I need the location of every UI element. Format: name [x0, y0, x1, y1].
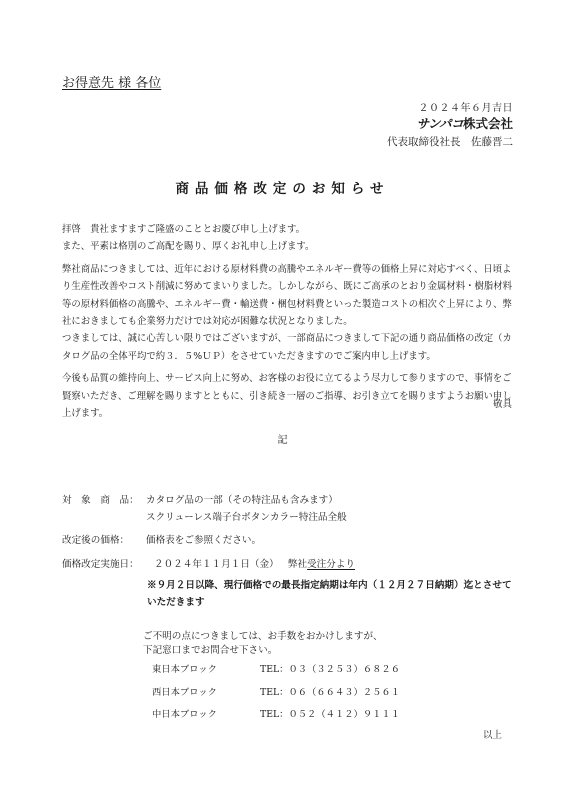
contact-intro [143, 630, 383, 658]
after-price-label: 改定後の価格： [62, 535, 130, 546]
paragraph-closing: 今後も品質の維持向上、サービス向上に努め、お客様のお役に立てるよう尽力して参りますので、事情をご賢察いただき、ご理解を賜りますとともに、引き続き一層のご指導、お引き立てを賜りますようお願い申し上げます。 [62, 373, 512, 420]
effective-date-label: 価格改定実施日： [62, 559, 139, 570]
letter-body [62, 221, 517, 427]
issue-date: ２０２４年６月吉日 [418, 103, 513, 114]
notice-heading: 記 [277, 435, 288, 446]
contact-row-central [152, 706, 400, 720]
company-name [416, 114, 513, 132]
contact-block-name: 東日本ブロック [152, 664, 217, 675]
items-row [62, 492, 338, 506]
paragraph-background [62, 261, 517, 365]
paragraph-announcement-text: つきましては、誠に心苦しい限りではございますが、一部商品につきまして下記の通り商品価格の改定（カタログ品の全体平均で約３．５%ＵＰ）をさせていただきますのでご案内申し上げます。 [62, 333, 512, 362]
effective-date-suffix: 弊社 [287, 559, 308, 570]
contact-intro-line-2: 下記窓口までお問合せ下さい。 [143, 645, 278, 656]
contact-intro-line-1: ご不明の点につきましては、お手数をおかけしますが、 [143, 631, 383, 642]
items-value-2: スクリューレス端子台ボタンカラー特注品全般 [146, 512, 347, 523]
after-price-row [62, 532, 261, 546]
contact-row-east [152, 661, 400, 675]
items-value-1: カタログ品の一部（その特注品も含みます） [146, 495, 338, 506]
contact-tel: TEL：０６（６６４３）２５６１ [260, 687, 401, 698]
greeting-line-1: 拝啓 貴社ますますご隆盛のこととお慶び申し上げます。 [62, 224, 306, 235]
effective-date-row [62, 556, 355, 570]
paragraph-background-text: 弊社商品につきましては、近年における原材料費の高騰やエネルギー費等の価格上昇に対応すべく、日頃より生産性改善やコスト削減に努めてまいりました。しかしながら、既にご高承のとおり金属材料・樹脂材料等の原材料価格の高騰や、エネルギー費・輸送費・梱包材料費といった製造コストの相次ぐ上昇により、弊社におきましても企業努力だけでは対応が困難な状況となりました。 [62, 263, 513, 328]
contact-tel: TEL：０３（３２５３）６８２６ [260, 664, 401, 675]
closing: 以上 [482, 730, 502, 741]
contact-tel: TEL：０５２（４１２）９１１１ [260, 709, 401, 720]
effective-date-suffix-underlined: 受注分より [307, 559, 356, 570]
contact-block-name: 中日本ブロック [152, 709, 217, 720]
page-title: 商品価格改定のお知らせ [175, 181, 390, 197]
company-logo: サンパコ [416, 116, 463, 131]
greeting-line-2: また、平素は格別のご高配を賜り、厚くお礼申し上げます。 [62, 241, 315, 253]
after-price-value: 価格表をご参照ください。 [146, 535, 262, 546]
contact-row-west [152, 684, 400, 698]
items-label: 対 象 商 品： [62, 495, 139, 506]
contact-block-name: 西日本ブロック [152, 687, 217, 698]
company-suffix: 株式会社 [462, 116, 513, 131]
signer: 代表取締役社長 佐藤晋二 [387, 136, 513, 148]
signoff: 敬具 [492, 399, 512, 410]
greeting [62, 221, 517, 256]
effective-date-value: ２０２４年１１月１日（金） [154, 559, 279, 570]
recipient: お得意先 様 各位 [62, 76, 162, 91]
delivery-note: ※９月２日以降、現行価格での最長指定納期は年内（１２月２７日納期）迄とさせていただきます [147, 580, 512, 608]
